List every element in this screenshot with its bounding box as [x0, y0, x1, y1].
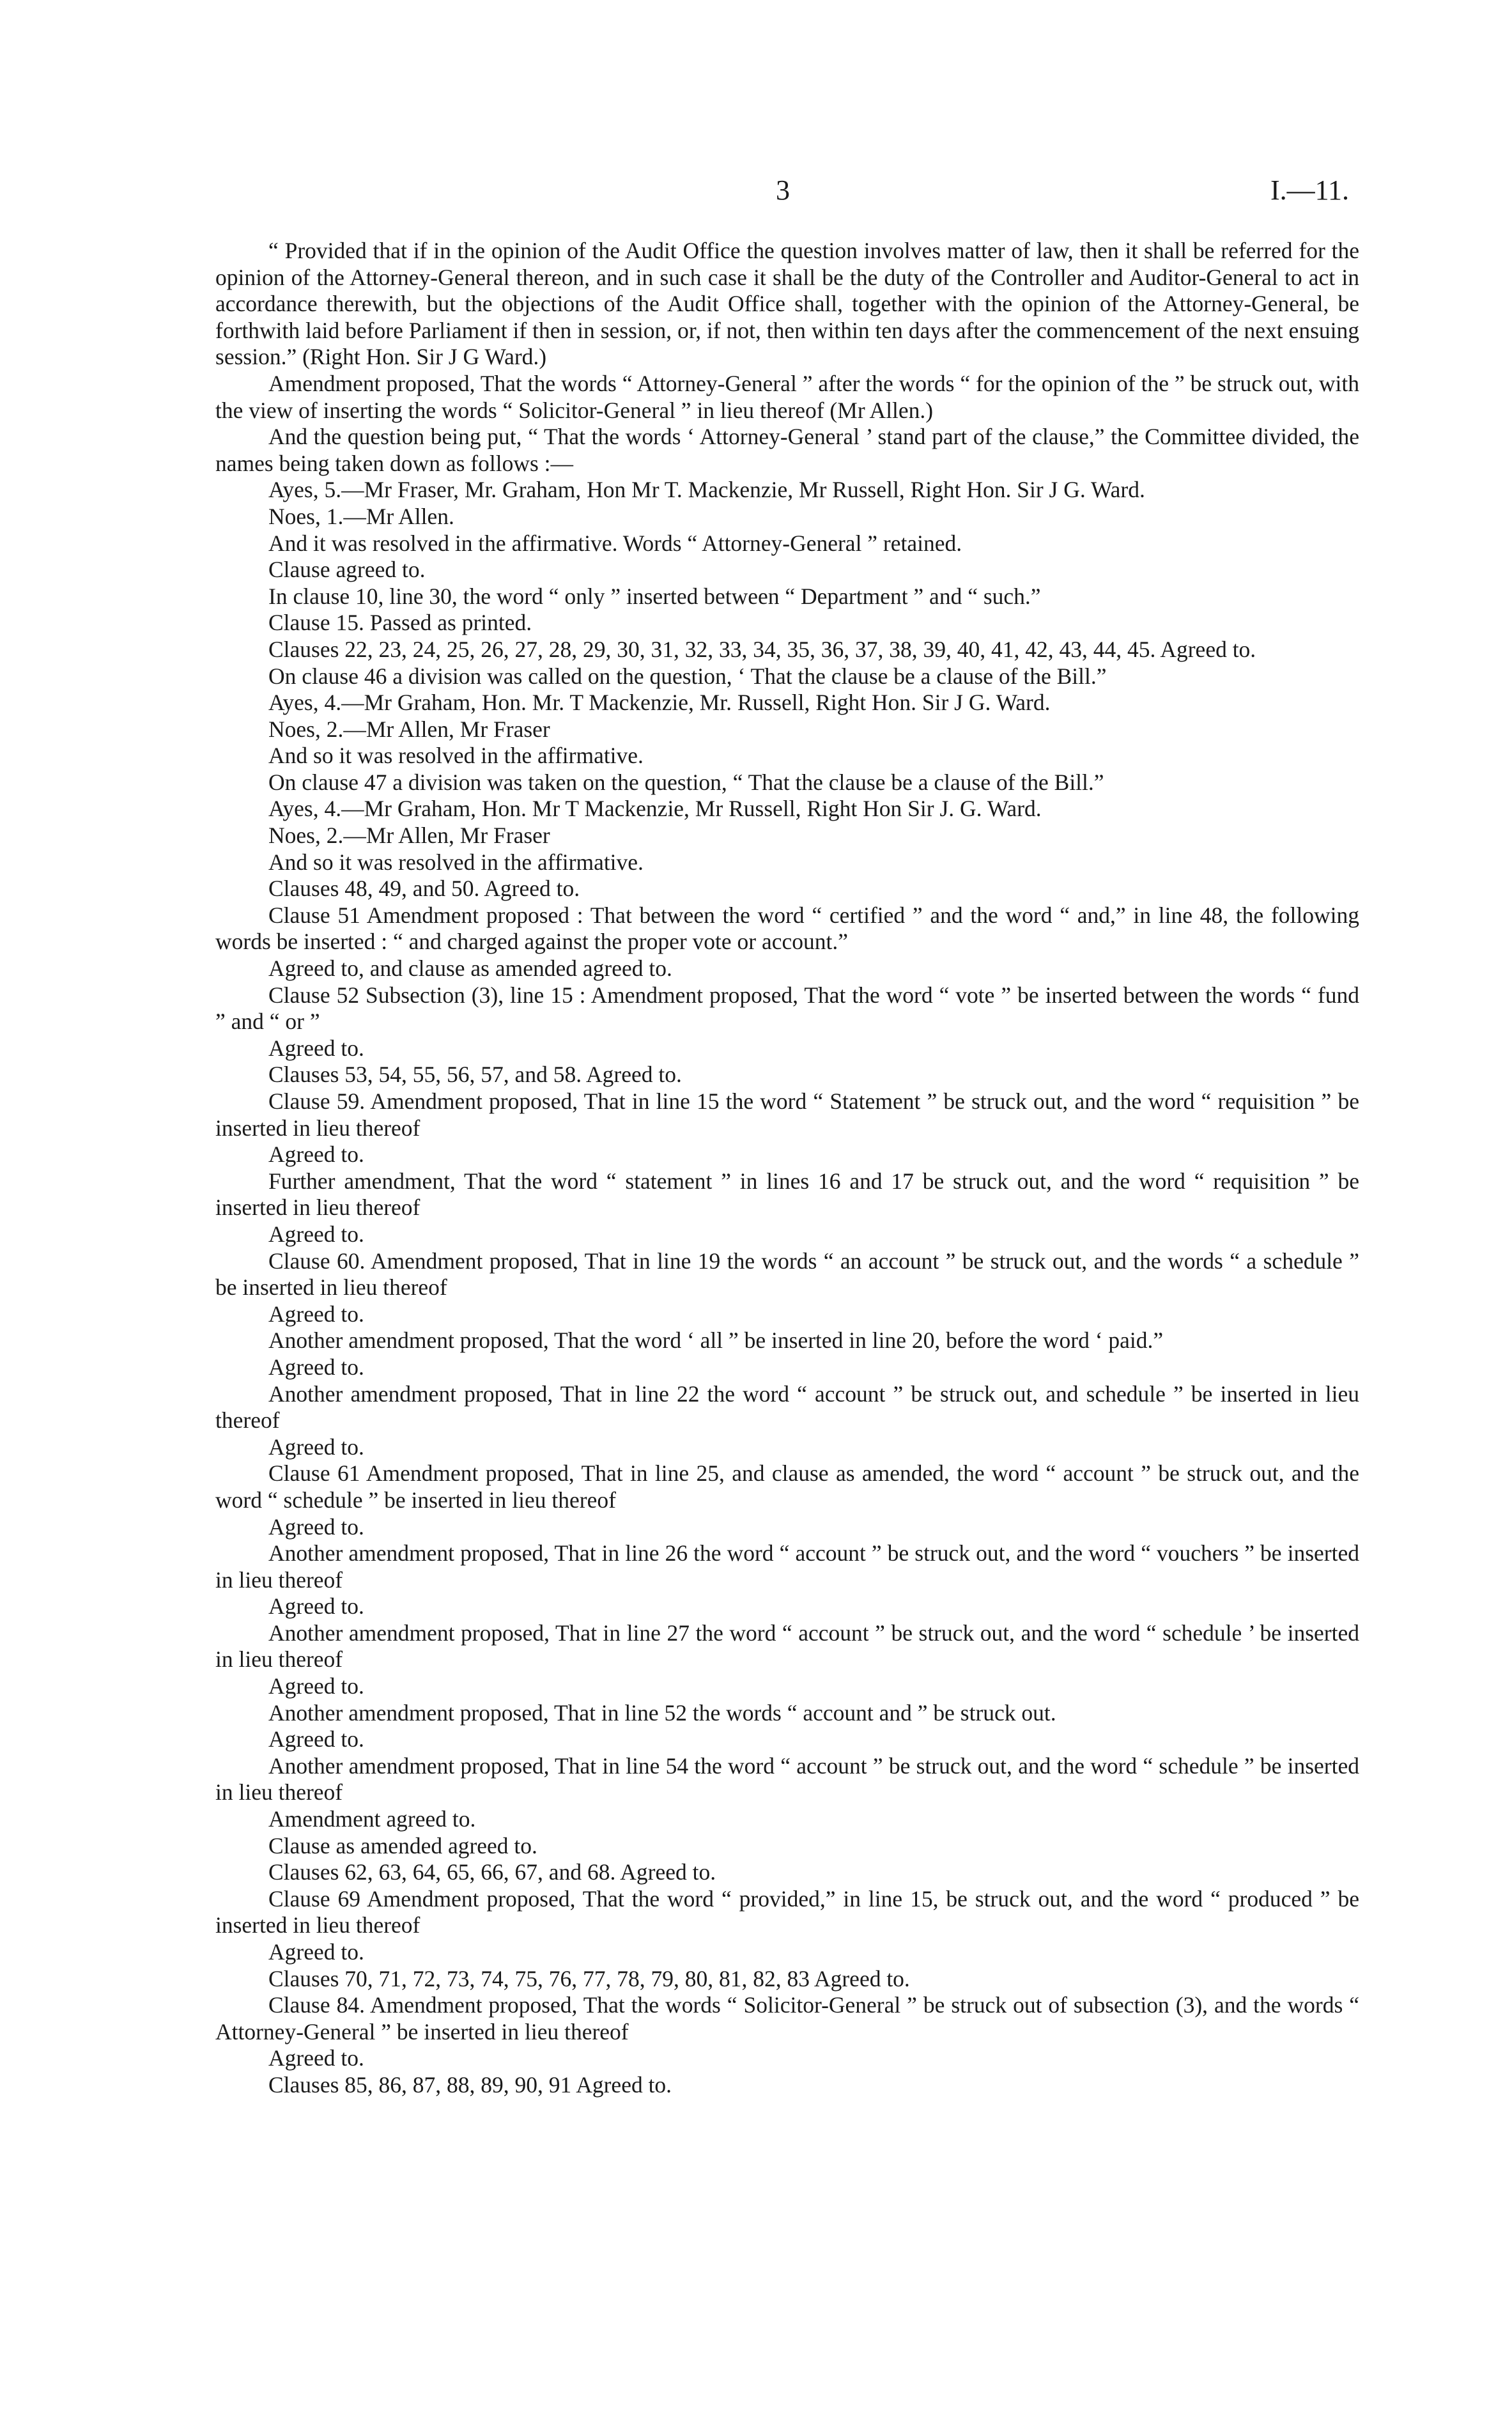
minutes-paragraph: Another amendment proposed, That in line 22 the word “ account ” be struck out, and schedule ” be inserted in lieu thereof	[215, 1380, 1359, 1434]
minutes-paragraph: Agreed to.	[268, 1673, 364, 1699]
minutes-paragraph: Further amendment, That the word “ statement ” in lines 16 and 17 be struck out, and the word “ requisition ” be inserted in lieu thereof	[215, 1168, 1359, 1221]
minutes-paragraph: Agreed to.	[268, 1141, 364, 1168]
minutes-paragraph: Agreed to.	[268, 1354, 364, 1380]
minutes-paragraph: Amendment proposed, That the words “ Attorney-General ” after the words “ for the opinion of the ” be struck out, with the view of inserting the words “ Solicitor-General ” in lieu thereof (Mr Allen.)	[215, 370, 1359, 423]
minutes-paragraph: Clauses 48, 49, and 50. Agreed to.	[268, 876, 580, 902]
minutes-paragraph: Agreed to.	[268, 1221, 364, 1247]
minutes-paragraph: And the question being put, “ That the words ‘ Attorney-General ’ stand part of the clause,” the Committee divided, the names being taken down as follows :—	[215, 424, 1359, 476]
minutes-paragraph: Clauses 53, 54, 55, 56, 57, and 58. Agreed to.	[268, 1062, 682, 1088]
minutes-paragraph: Agreed to.	[268, 1035, 364, 1061]
minutes-paragraph: Clauses 22, 23, 24, 25, 26, 27, 28, 29, 30, 31, 32, 33, 34, 35, 36, 37, 38, 39, 40, 41, 42, 43, 44, 45. Agreed to.	[268, 636, 1256, 662]
minutes-paragraph: Agreed to.	[268, 1434, 364, 1460]
minutes-paragraph: Noes, 2.—Mr Allen, Mr Fraser	[268, 823, 550, 849]
minutes-paragraph: Agreed to.	[268, 1301, 364, 1327]
minutes-paragraph: Noes, 2.—Mr Allen, Mr Fraser	[268, 716, 550, 742]
minutes-paragraph: And it was resolved in the affirmative. Words “ Attorney-General ” retained.	[268, 530, 962, 556]
minutes-paragraph: Another amendment proposed, That in line 54 the word “ account ” be struck out, and the word “ schedule ” be inserted in lieu thereof	[215, 1752, 1359, 1806]
minutes-paragraph: Clause 84. Amendment proposed, That the words “ Solicitor-General ” be struck out of subsection (3), and the words “ Attorney-General ” be inserted in lieu thereof	[215, 1992, 1359, 2045]
minutes-paragraph: And so it was resolved in the affirmative.	[268, 743, 644, 769]
minutes-paragraph: Amendment agreed to.	[268, 1806, 476, 1832]
minutes-paragraph: Another amendment proposed, That in line 27 the word “ account ” be struck out, and the word “ schedule ’ be inserted in lieu thereof	[215, 1620, 1359, 1673]
minutes-paragraph: Clause 15. Passed as printed.	[268, 610, 532, 636]
minutes-paragraph: Agreed to.	[268, 2045, 364, 2071]
minutes-paragraph: And so it was resolved in the affirmative.	[268, 849, 644, 875]
minutes-paragraph: Another amendment proposed, That in line 26 the word “ account ” be struck out, and the word “ vouchers ” be inserted in lieu thereof	[215, 1540, 1359, 1593]
minutes-body	[215, 238, 1359, 2099]
minutes-paragraph: Ayes, 4.—Mr Graham, Hon. Mr T Mackenzie, Mr Russell, Right Hon Sir J. G. Ward.	[268, 796, 1042, 822]
minutes-paragraph: “ Provided that if in the opinion of the Audit Office the question involves matter of law, then it shall be referred for the opinion of the Attorney-General thereon, and in such case it shall be the duty of the Controller and Auditor-General to act in accordance therewith, but the objections of the Audit Office shall, together with the opinion of the Attorney-General, be forthwith laid before Parliament if then in session, or, if not, then within ten days after the commencement of the next ensuing session.” (Right Hon. Sir J G Ward.)	[215, 238, 1359, 370]
page-header	[0, 174, 1512, 212]
minutes-paragraph: Clause 60. Amendment proposed, That in line 19 the words “ an account ” be struck out, and the words “ a schedule ” be inserted in lieu thereof	[215, 1248, 1359, 1301]
minutes-paragraph: Clause 61 Amendment proposed, That in line 25, and clause as amended, the word “ account ” be struck out, and the word “ schedule ” be inserted in lieu thereof	[215, 1460, 1359, 1513]
minutes-paragraph: Another amendment proposed, That the word ‘ all ” be inserted in line 20, before the word ‘ paid.”	[268, 1327, 1164, 1354]
minutes-paragraph: Clause 59. Amendment proposed, That in line 15 the word “ Statement ” be struck out, and the word “ requisition ” be inserted in lieu thereof	[215, 1088, 1359, 1141]
document-reference: I.—11.	[1270, 174, 1350, 206]
minutes-paragraph: Agreed to.	[268, 1513, 364, 1540]
minutes-paragraph: Agreed to, and clause as amended agreed to.	[268, 955, 672, 982]
minutes-paragraph: Ayes, 5.—Mr Fraser, Mr. Graham, Hon Mr T. Mackenzie, Mr Russell, Right Hon. Sir J G. Ward.	[268, 477, 1145, 503]
minutes-paragraph: Clauses 62, 63, 64, 65, 66, 67, and 68. Agreed to.	[268, 1859, 716, 1885]
minutes-paragraph: Ayes, 4.—Mr Graham, Hon. Mr. T Mackenzie, Mr. Russell, Right Hon. Sir J G. Ward.	[268, 690, 1051, 716]
minutes-paragraph: Noes, 1.—Mr Allen.	[268, 503, 454, 529]
minutes-paragraph: Agreed to.	[268, 1593, 364, 1620]
page-number: 3	[776, 174, 790, 206]
minutes-paragraph: Clause 69 Amendment proposed, That the word “ provided,” in line 15, be struck out, and the word “ produced ” be inserted in lieu thereof	[215, 1885, 1359, 1938]
minutes-paragraph: In clause 10, line 30, the word “ only ” inserted between “ Department ” and “ such.”	[268, 583, 1041, 609]
minutes-paragraph: Clause as amended agreed to.	[268, 1832, 537, 1859]
minutes-paragraph: Clauses 70, 71, 72, 73, 74, 75, 76, 77, 78, 79, 80, 81, 82, 83 Agreed to.	[268, 1965, 910, 1991]
minutes-paragraph: Clause agreed to.	[268, 557, 426, 583]
minutes-paragraph: Another amendment proposed, That in line 52 the words “ account and ” be struck out.	[268, 1699, 1056, 1726]
minutes-paragraph: Agreed to.	[268, 1726, 364, 1752]
minutes-paragraph: On clause 47 a division was taken on the question, “ That the clause be a clause of the Bill.”	[268, 769, 1104, 795]
minutes-paragraph: Agreed to.	[268, 1939, 364, 1965]
minutes-paragraph: On clause 46 a division was called on the question, ‘ That the clause be a clause of the Bill.”	[268, 663, 1107, 689]
minutes-paragraph: Clause 51 Amendment proposed : That between the word “ certified ” and the word “ and,” in line 48, the following words be inserted : “ and charged against the proper vote or account.”	[215, 902, 1359, 955]
minutes-paragraph: Clause 52 Subsection (3), line 15 : Amendment proposed, That the word “ vote ” be inserted between the words “ fund ” and “ or ”	[215, 982, 1359, 1035]
minutes-paragraph: Clauses 85, 86, 87, 88, 89, 90, 91 Agreed to.	[268, 2071, 672, 2098]
